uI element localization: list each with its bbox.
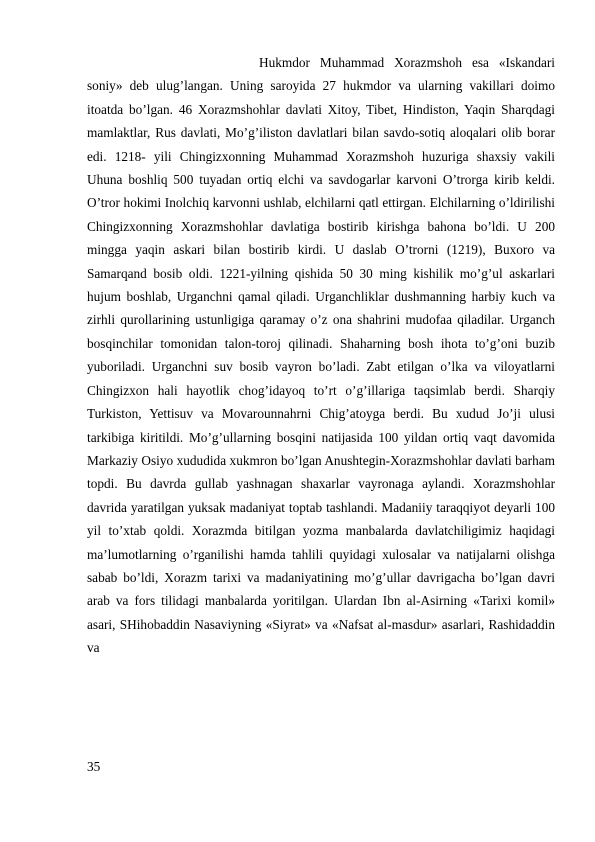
body-text [87, 51, 555, 660]
page-number: 35 [87, 759, 101, 774]
paragraph: Hukmdor Muhammad Xorazmshoh esa «Iskandari soniy» deb ulug’langan. Uning saroyida 27 hukmdor va ularning vakillari doimo itoatda bo’lgan. 46 Xorazmshohlar davlati Xitoy, Tibet, Hindiston, Yaqin Sharqdagi mamlaktlar, Rus davlati, Mo’g’iliston davlatlari bilan savdo-sotiq aloqalari olib borar edi. 1218- yili Chingizxonning Muhammad Xorazmshoh huzuriga shaxsiy vakili Uhuna boshliq 500 tuyadan ortiq elchi va savdogarlar karvoni O’trorga kirib keldi. O’tror hokimi Inolchiq karvonni ushlab, elchilarni qatl ettirgan. Elchilarning o’ldirilishi Chingizxonning Xorazmshohlar davlatiga bostirib kirishga bahona bo’ldi. U 200 mingga yaqin askari bilan bostirib kirdi. U daslab O’trorni (1219), Buxoro va Samarqand bosib oldi. 1221-yilning qishida 50 30 ming kishilik mo’g’ul askarlari hujum boshlab, Urganchni qamal qiladi. Urganchliklar dushmanning harbiy kuch va zirhli qurollarining ustunligiga qaramay o’z ona shahrini mudofaa qiladilar. Urganch bosqinchilar tomonidan talon-toroj qilinadi. Shaharning bosh ihota to’g’oni buzib yuboriladi. Urganchni suv bosib vayron bo’ladi. Zabt etilgan o’lka va viloyatlarni Chingizxon hali hayotlik chog’idayoq to’rt o’g’illariga taqsimlab berdi. Sharqiy Turkiston, Yettisuv va Movarounnahrni Chig’atoyga berdi. Bu xudud Jo’ji ulusi tarkibiga kiritildi. Mo’g’ullarning bosqini natijasida 100 yildan ortiq vaqt davomida Markaziy Osiyo xududida xukmron bo’lgan Anushtegin-Xorazmshohlar davlati barham topdi. Bu davrda gullab yashnagan shaxarlar vayronaga aylandi. Xorazmshohlar davrida yaratilgan yuksak madaniyat toptab tashlandi. Madaniiy taraqqiyot deyarli 100 yil to’xtab qoldi. Xorazmda bitilgan yozma manbalarda davlatchiligimiz haqidagi ma’lumotlarning o’rganilishi hamda tahlili quyidagi xulosalar va natijalarni olishga sabab bo’ldi, Xorazm tarixi va madaniyatining mo’g’ullar davrigacha bo’lgan davri arab va fors tilidagi manbalarda yoritilgan. Ulardan Ibn al-Asirning «Tarixi komil» asari, SHihobaddin Nasaviyning «Siyrat» va «Nafsat al-masdur» asarlari, Rashidaddin va [87, 55, 555, 656]
